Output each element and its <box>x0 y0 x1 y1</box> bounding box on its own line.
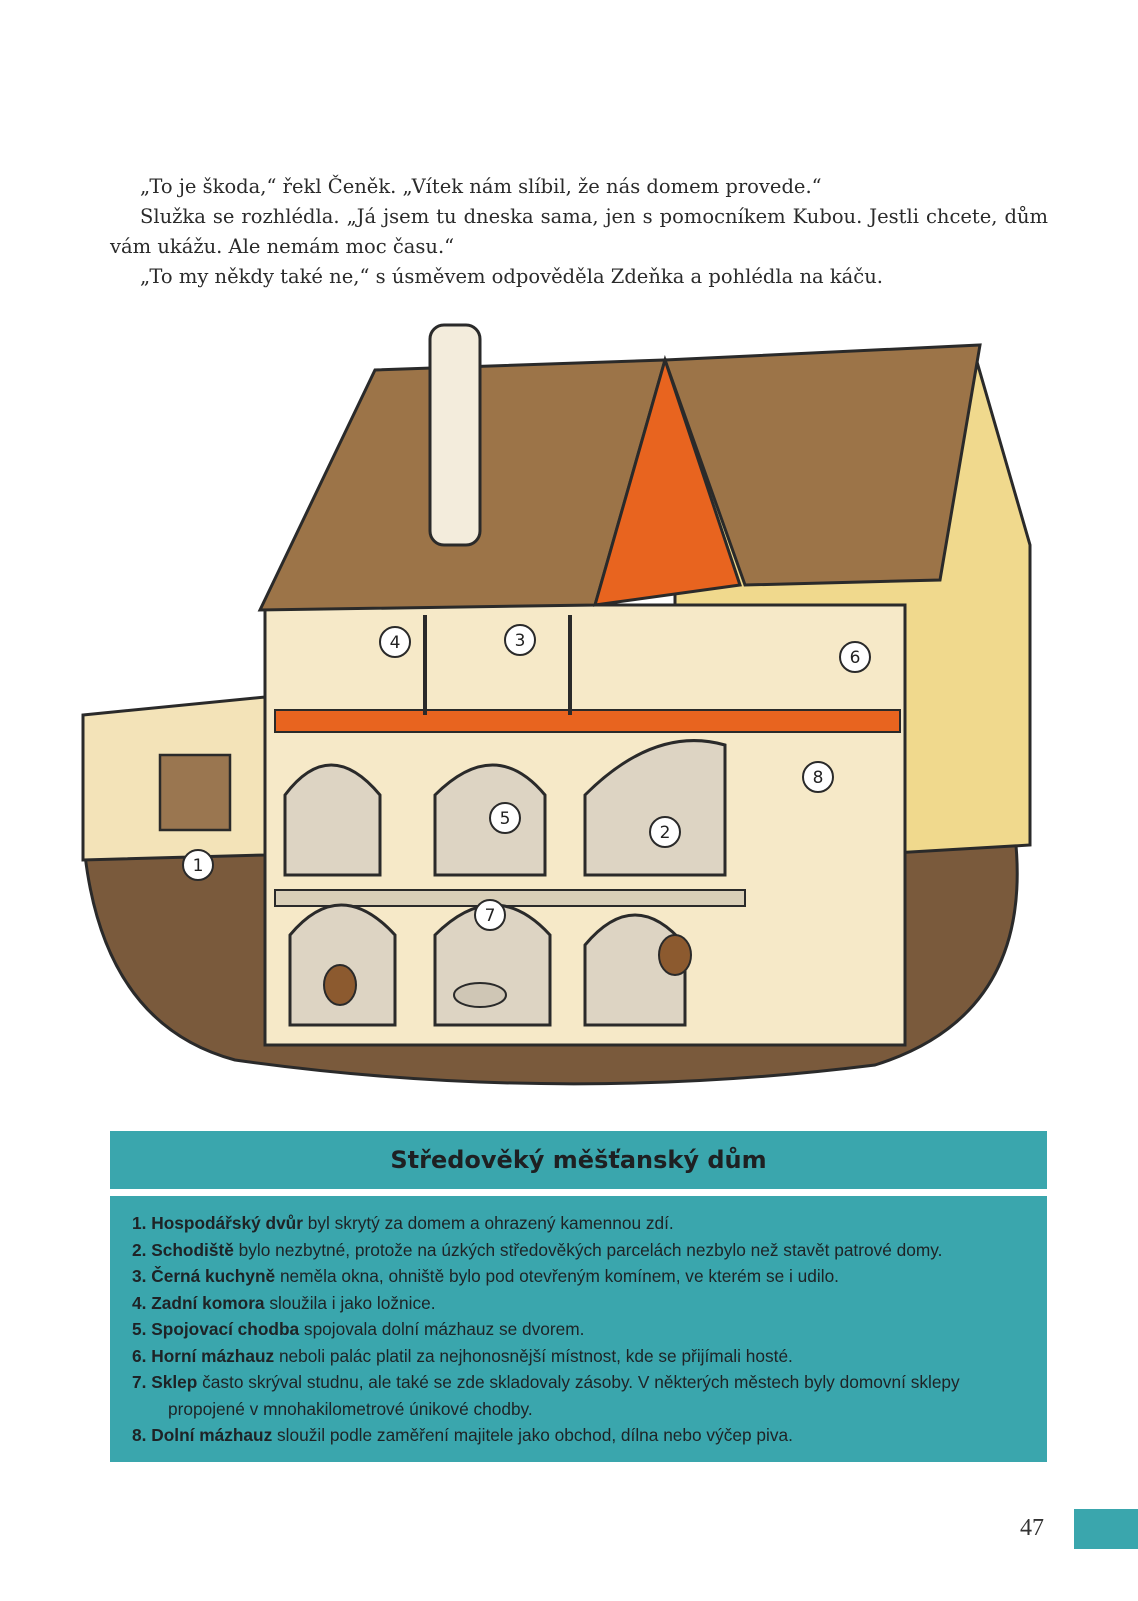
story-paragraph-1: „To je škoda,“ řekl Čeněk. „Vítek nám slíbil, že nás domem provede.“ <box>140 175 822 198</box>
legend-item-number: 4. <box>132 1292 147 1313</box>
marker-4 <box>380 627 410 657</box>
marker-2 <box>650 817 680 847</box>
legend-item-number: 5. <box>132 1319 147 1339</box>
legend-item-term: Spojovací chodba <box>151 1319 300 1339</box>
legend-item-number: 8. <box>132 1425 147 1445</box>
legend-item-number: 3. <box>132 1266 147 1286</box>
legend-item-description: byl skrytý za domem a ohrazený kamennou zdí. <box>302 1213 674 1233</box>
marker-6 <box>840 642 870 672</box>
barrel <box>659 935 691 975</box>
marker-label: 5 <box>499 809 511 829</box>
legend-item-description: sloužila i jako ložnice. <box>264 1292 436 1313</box>
legend-item <box>132 1369 1025 1422</box>
legend-item-description: sloužil podle zaměření majitele jako obchod, dílna nebo výčep piva. <box>272 1425 793 1445</box>
legend-box <box>110 1196 1047 1462</box>
legend-item <box>132 1210 1025 1237</box>
legend-item-number: 7. <box>132 1372 147 1392</box>
legend-item-number: 6. <box>132 1345 147 1366</box>
marker-7 <box>475 900 505 930</box>
legend-item <box>132 1263 1025 1290</box>
marker-label: 6 <box>849 648 861 668</box>
chimney <box>430 325 480 545</box>
marker-label: 8 <box>812 768 824 788</box>
legend-item-number: 2. <box>132 1239 147 1260</box>
marker-8 <box>803 762 833 792</box>
legend-item-description: neboli palác platil za nejhonosnější místnost, kde se přijímali hosté. <box>274 1345 793 1366</box>
marker-label: 1 <box>192 856 204 876</box>
legend-item-term: Hospodářský dvůr <box>151 1213 303 1233</box>
ground-floor-slab <box>275 890 745 906</box>
legend-item-description: často skrýval studnu, ale také se zde skladovaly zásoby. V některých městech byly domovní sklepy propojené v mnohakilometrové únikové chodby. <box>168 1372 960 1419</box>
well <box>454 983 506 1007</box>
legend-item <box>132 1422 1025 1449</box>
legend-item-term: Horní mázhauz <box>151 1345 275 1366</box>
story-paragraph-2: Služka se rozhlédla. „Já jsem tu dneska sama, jen s pomocníkem Kubou. Jestli chcete, dům vám ukážu. Ale nemám moc času.“ <box>110 205 1048 258</box>
legend-item-description: bylo nezbytné, protože na úzkých středověkých parcelách nezbylo než stavět patrové domy. <box>233 1239 943 1260</box>
legend-item-term: Dolní mázhauz <box>151 1425 273 1445</box>
legend-item <box>132 1316 1025 1343</box>
story-text <box>110 172 1048 292</box>
legend-item-term: Černá kuchyně <box>151 1266 276 1286</box>
marker-label: 3 <box>514 631 526 651</box>
legend-item-term: Sklep <box>151 1372 198 1392</box>
legend-item-description: neměla okna, ohniště bylo pod otevřeným komínem, ve kterém se i udilo. <box>275 1266 839 1286</box>
barrel <box>324 965 356 1005</box>
legend-item <box>132 1237 1025 1264</box>
marker-5 <box>490 803 520 833</box>
legend-item-term: Schodiště <box>151 1239 234 1260</box>
legend-item-number: 1. <box>132 1213 147 1233</box>
ground-arch-1 <box>285 765 380 875</box>
marker-label: 7 <box>484 906 496 926</box>
legend-item-term: Zadní komora <box>151 1292 265 1313</box>
story-paragraph-3: „To my někdy také ne,“ s úsměvem odpověděla Zdeňka a pohlédla na káču. <box>140 265 883 288</box>
legend-item-description: spojovala dolní mázhauz se dvorem. <box>299 1319 585 1339</box>
upper-floor-slab <box>275 710 900 732</box>
legend-item <box>132 1290 1025 1317</box>
marker-label: 2 <box>659 823 671 843</box>
page-number: 47 <box>1020 1515 1044 1541</box>
legend-title: Středověký měšťanský dům <box>110 1131 1047 1189</box>
marker-3 <box>505 625 535 655</box>
shed <box>160 755 230 830</box>
legend-list <box>132 1210 1025 1449</box>
house-cross-section-illustration <box>75 315 1045 1090</box>
marker-1 <box>183 850 213 880</box>
legend-item <box>132 1343 1025 1370</box>
page-tab <box>1074 1509 1138 1549</box>
marker-label: 4 <box>389 633 401 653</box>
